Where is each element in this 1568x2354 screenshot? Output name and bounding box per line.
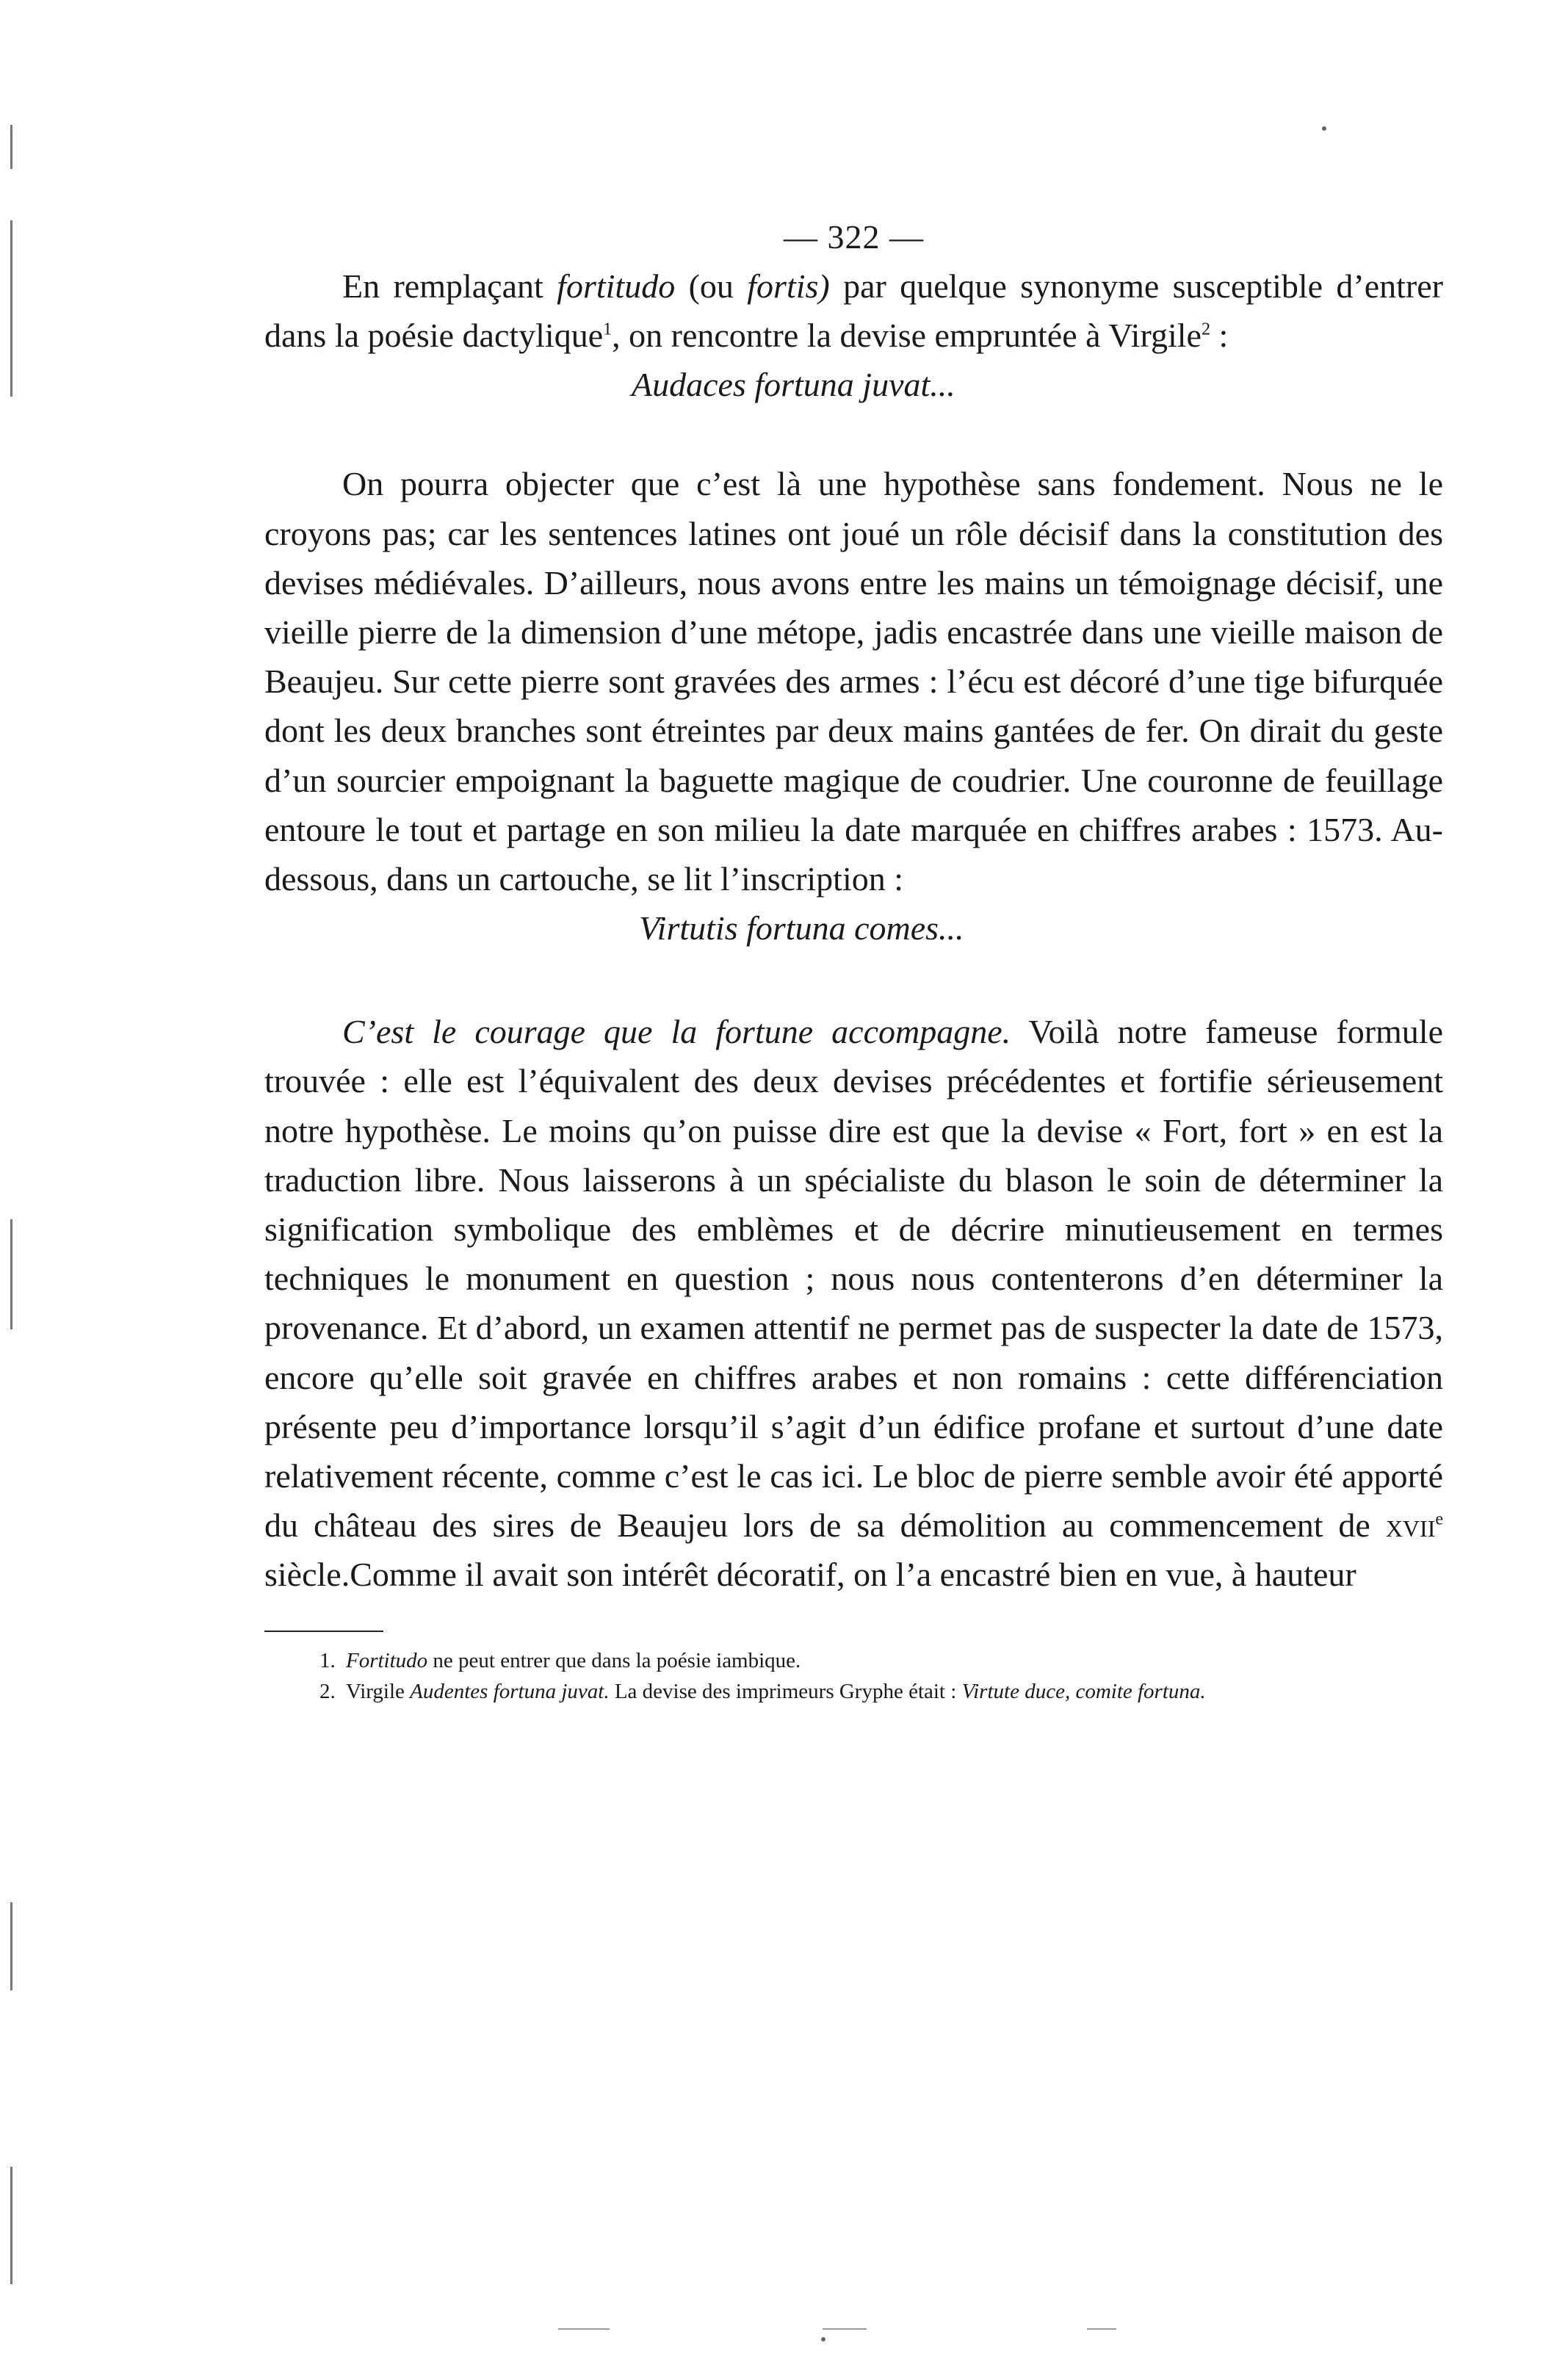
paragraph-1-italic-a: fortitudo	[557, 267, 676, 305]
century-numeral: xvii	[1385, 1506, 1436, 1545]
footnote-2	[319, 1676, 1443, 1707]
scan-margin-mark	[10, 1902, 12, 1990]
paragraph-2	[264, 459, 1443, 903]
paragraph-1-text-d: , on rencontre la devise empruntée à Virgile	[612, 317, 1202, 355]
footnote-2-text-a: Virgile	[346, 1679, 411, 1703]
paragraph-3-italic: C’est le courage que la fortune accompagne.	[342, 1013, 1011, 1051]
footnote-2-text-b: La devise des imprimeurs Gryphe était :	[609, 1679, 962, 1703]
footnote-1-italic: Fortitudo	[346, 1648, 428, 1672]
page-number: — 322 —	[784, 218, 924, 256]
scan-speck	[821, 2337, 825, 2342]
scan-margin-mark	[10, 2167, 12, 2284]
footnote-ref-1: 1	[603, 319, 613, 339]
paragraph-1-text-e: :	[1210, 317, 1229, 355]
paragraph-1-text-a: En remplaçant	[342, 267, 557, 305]
paragraph-3-text-b: siècle.Comme il avait son intérêt décoratif, on l’a encastré bien en vue, à hauteur	[264, 1556, 1356, 1594]
footnote-separator	[264, 1631, 383, 1632]
scan-bottom-mark	[823, 2328, 867, 2330]
footnote-2-italic-a: Audentes fortuna juvat.	[410, 1679, 610, 1703]
paragraph-2-text: On pourra objecter que c’est là une hypothèse sans fondement. Nous ne le croyons pas; car les sentences latines ont joué un rôle décisif dans la constitution des devises médiévales. D’ailleurs, nous avons entre les mains un témoignage décisif, une vieille pierre de la dimension d’une métope, jadis encastrée dans une vieille maison de Beaujeu. Sur cette pierre sont gravées des armes : l’écu est décoré d’une tige bifurquée dont les deux branches sont étreintes par deux mains gantées de fer. On dirait du geste d’un sourcier empoignant la baguette magique de coudrier. Une couronne de feuillage entoure le tout et partage en son milieu la date marquée en chiffres arabes : 1573. Au-dessous, dans un cartouche, se lit l’inscription :	[264, 465, 1443, 898]
spacer	[264, 409, 1443, 459]
paragraph-1-text-b: (ou	[675, 267, 748, 305]
footnote-ref-2: 2	[1201, 319, 1210, 339]
scan-bottom-mark	[558, 2328, 610, 2330]
scan-bottom-mark	[1087, 2328, 1116, 2330]
footnote-2-number: 2.	[319, 1679, 336, 1703]
page	[264, 213, 1443, 1707]
paragraph-3-text-a: Voilà notre fameuse formule trouvée : elle est l’équivalent des deux devises précédentes et fortifie sérieusement notre hypothèse. Le moins qu’on puisse dire est que la devise « Fort, fort » en est la traduction libre. Nous laisserons à un spécialiste du blason le soin de déterminer la signification symbolique des emblèmes et de décrire minutieusement en termes techniques le monument en question ; nous nous contenterons d’en déterminer la provenance. Et d’abord, un examen attentif ne permet pas de suspecter la date de 1573, encore qu’elle soit gravée en chiffres arabes et non romains : cette différenciation présente peu d’importance lorsqu’il s’agit d’un édifice profane et surtout d’une date relativement récente, comme c’est le cas ici. Le bloc de pierre semble avoir été apporté du château des sires de Beaujeu lors de sa démolition au commencement de	[264, 1013, 1443, 1545]
quote-audaces: Audaces fortuna juvat...	[632, 366, 955, 404]
scan-speck	[1322, 126, 1326, 131]
footnote-1-text: ne peut entrer que dans la poésie iambique.	[427, 1648, 801, 1672]
scan-margin-mark	[10, 125, 12, 169]
quote-virtutis: Virtutis fortuna comes...	[639, 909, 964, 947]
body-text	[264, 261, 1443, 1600]
paragraph-1-text-c: par quelque synonyme susceptible d’entrer dans la poésie dactylique	[264, 267, 1443, 355]
scan-margin-mark	[10, 220, 12, 397]
footnote-1-number: 1.	[319, 1648, 336, 1672]
century-suffix: e	[1435, 1509, 1443, 1529]
spacer	[264, 953, 1443, 1007]
footnotes	[319, 1645, 1443, 1707]
paragraph-1	[264, 261, 1443, 360]
footnote-2-italic-b: Virtute duce, comite fortuna.	[961, 1679, 1206, 1703]
paragraph-3	[264, 1007, 1443, 1599]
scan-margin-mark	[10, 1219, 12, 1329]
paragraph-1-italic-b: fortis)	[747, 267, 830, 305]
footnote-1	[319, 1645, 1443, 1676]
